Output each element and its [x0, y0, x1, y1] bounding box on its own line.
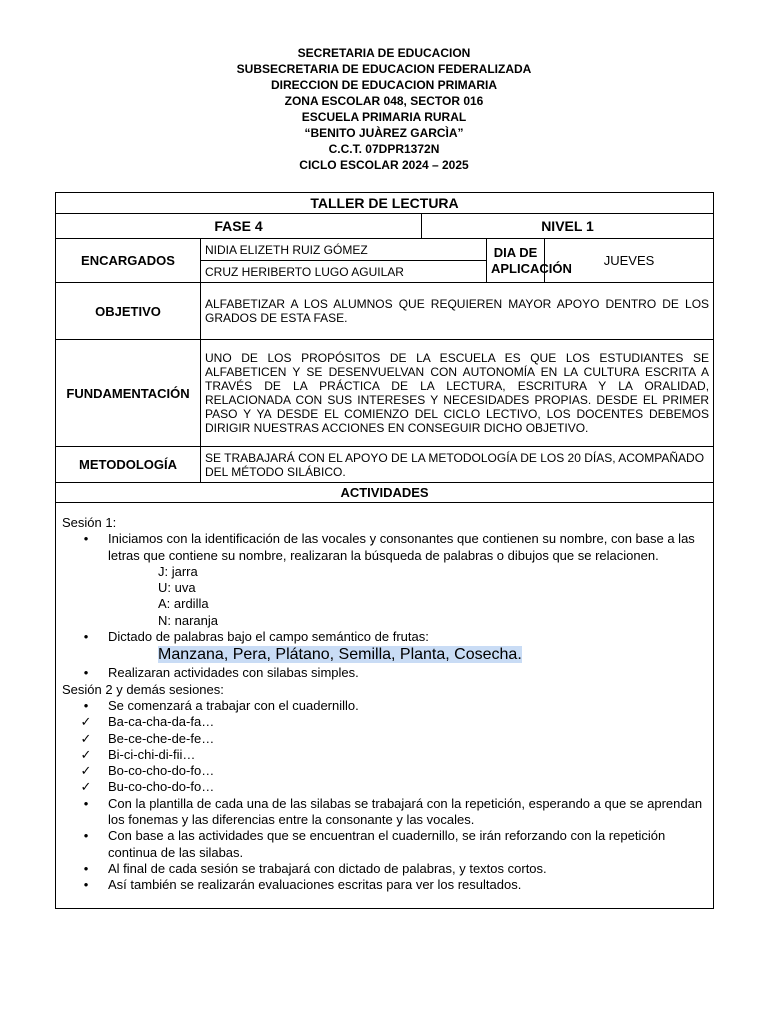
list-item [62, 531, 707, 564]
metodologia-label: METODOLOGÍA [56, 447, 201, 483]
activity-text: Se comenzará a trabajar con el cuadernillo. [108, 697, 359, 713]
syllable-text: Ba-ca-cha-da-fa… [108, 714, 215, 730]
example-item: J: jarra [158, 563, 198, 579]
bullet-icon: • [83, 531, 89, 547]
bullet-icon: • [83, 795, 89, 811]
dia-value: JUEVES [545, 239, 714, 283]
activity-text: Dictado de palabras bajo el campo semántico de frutas: [108, 629, 429, 645]
list-item [62, 877, 707, 893]
encargado-1: NIDIA ELIZETH RUIZ GÓMEZ [201, 239, 487, 261]
objetivo-label: OBJETIVO [56, 283, 201, 340]
bullet-icon: • [83, 665, 89, 681]
list-item [62, 861, 707, 877]
header-line: SUBSECRETARIA DE EDUCACION FEDERALIZADA [236, 62, 532, 76]
syllable-item [62, 747, 707, 763]
header-line: ESCUELA PRIMARIA RURAL [301, 110, 467, 124]
list-item [62, 796, 707, 829]
activity-text: Con la plantilla de cada una de las silabas se trabajará con la repetición, esperando a que se aprendan los fonemas y las diferencias entre la consonante y las vocales. [108, 795, 703, 828]
fundamentacion-text: UNO DE LOS PROPÓSITOS DE LA ESCUELA ES QUE LOS ESTUDIANTES SE ALFABETICEN Y SE DESENVUELVAN CON AUTONOMÍA EN LA CULTURA ESCRITA A TRAVÉS DE LA PRÁCTICA DE LA LECTURA, ESCRITURA Y LA ORALIDAD, RELACIONADA CON SUS INTERESES Y NECESIDADES PROPIAS. DESDE EL PRIMER PASO Y YA DESDE EL COMIENZO DEL CICLO LECTIVO, LOS DOCENTES DEBEMOS DIRIGIR NUESTRAS ACCIONES EN CONSEGUIR DICHO OBJETIVO. [201, 340, 714, 447]
encargado-2: CRUZ HERIBERTO LUGO AGUILAR [201, 261, 487, 283]
header-line: C.C.T. 07DPR1372N [328, 142, 440, 156]
session-1-title: Sesión 1: [62, 515, 117, 530]
bullet-icon: • [83, 828, 89, 844]
actividades-header: ACTIVIDADES [56, 483, 714, 503]
syllable-text: Be-ce-che-de-fe… [108, 730, 215, 746]
syllable-text: Bi-ci-chi-di-fii… [108, 746, 196, 762]
checkmark-icon: ✓ [80, 779, 92, 795]
checkmark-icon: ✓ [80, 746, 92, 762]
syllable-text: Bo-co-cho-do-fo… [108, 763, 215, 779]
document-header [0, 45, 768, 173]
syllable-text: Bu-co-cho-do-fo… [108, 779, 215, 795]
example-item: U: uva [158, 580, 196, 596]
bullet-icon: • [83, 697, 89, 713]
encargados-label: ENCARGADOS [56, 239, 201, 283]
checkmark-icon: ✓ [80, 714, 92, 730]
example-item: N: naranja [158, 612, 218, 628]
bullet-icon: • [83, 860, 89, 876]
fruits-line [158, 645, 707, 665]
list-item [62, 665, 707, 681]
header-line: CICLO ESCOLAR 2024 – 2025 [299, 158, 469, 172]
activity-text: Al final de cada sesión se trabajará con dictado de palabras, y textos cortos. [108, 860, 547, 876]
highlighted-fruits: Manzana, Pera, Plátano, Semilla, Planta, Cosecha. [158, 646, 522, 664]
list-item [62, 629, 707, 645]
syllable-item [62, 731, 707, 747]
checkmark-icon: ✓ [80, 763, 92, 779]
header-line: ZONA ESCOLAR 048, SECTOR 016 [284, 94, 484, 108]
syllable-item [62, 779, 707, 795]
activity-text: Con base a las actividades que se encuentran el cuadernillo, se irán reforzando con la repetición continua de las silabas. [108, 828, 666, 860]
plan-table [55, 192, 714, 909]
fundamentacion-label: FUNDAMENTACIÓN [56, 340, 201, 447]
activity-text: Iniciamos con la identificación de las vocales y consonantes que contienen su nombre, con base a las letras que contiene su nombre, realizaran la búsqueda de palabras o dibujos que se relacionen. [108, 531, 695, 563]
activities-section [56, 503, 714, 909]
checkmark-icon: ✓ [80, 730, 92, 746]
dia-label: DIA DE APLICACIÓN [487, 239, 545, 283]
bullet-icon: • [83, 629, 89, 645]
list-item [62, 828, 707, 861]
list-item [62, 698, 707, 714]
header-line: DIRECCION DE EDUCACION PRIMARIA [270, 78, 497, 92]
activity-text: Realizaran actividades con silabas simples. [108, 665, 359, 681]
table-title: TALLER DE LECTURA [56, 193, 714, 214]
nivel-cell: NIVEL 1 [422, 214, 714, 239]
syllable-item [62, 763, 707, 779]
header-line: “BENITO JUÀREZ GARCÌA” [304, 126, 464, 140]
bullet-icon: • [83, 877, 89, 893]
header-line: SECRETARIA DE EDUCACION [297, 46, 471, 60]
objetivo-text: ALFABETIZAR A LOS ALUMNOS QUE REQUIEREN MAYOR APOYO DENTRO DE LOS GRADOS DE ESTA FASE. [201, 283, 714, 340]
metodologia-text: SE TRABAJARÁ CON EL APOYO DE LA METODOLOGÍA DE LOS 20 DÍAS, ACOMPAÑADO DEL MÉTODO SILÁBICO. [201, 447, 714, 483]
syllable-item [62, 714, 707, 730]
session-2-title: Sesión 2 y demás sesiones: [62, 681, 224, 697]
example-item: A: ardilla [158, 596, 209, 612]
activity-text: Así también se realizarán evaluaciones escritas para ver los resultados. [108, 877, 522, 893]
fase-cell: FASE 4 [56, 214, 422, 239]
